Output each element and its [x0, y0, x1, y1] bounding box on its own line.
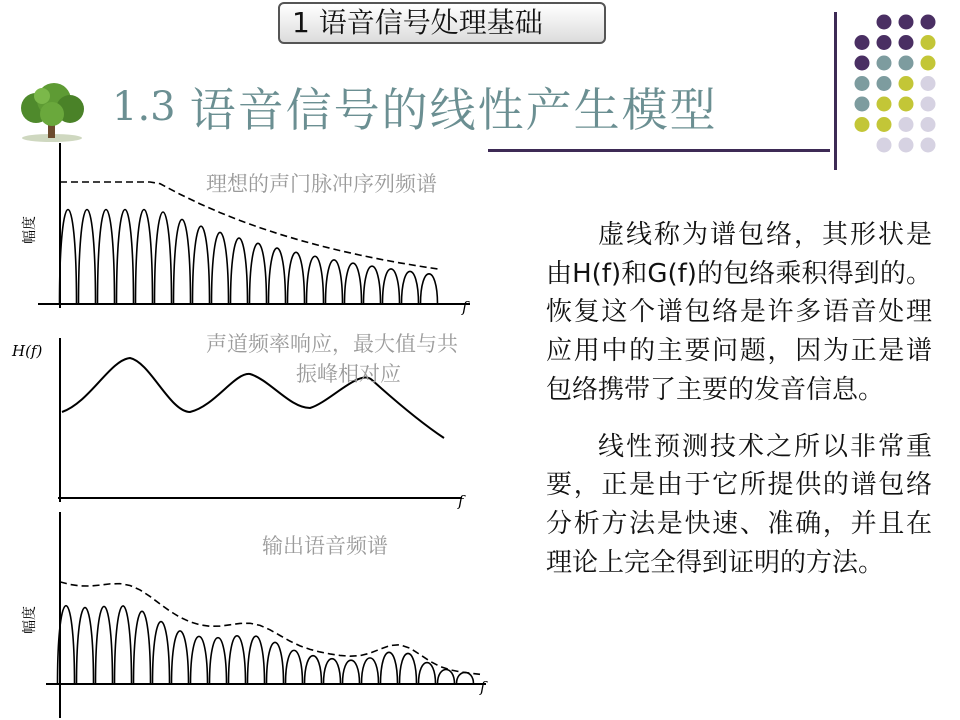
- slide-title: [112, 74, 718, 138]
- decor-dot: [855, 56, 870, 71]
- axes: [38, 143, 486, 718]
- decor-dot: [877, 35, 892, 50]
- decor-dot: [899, 117, 914, 132]
- harmonics-bottom: [58, 606, 474, 684]
- section-header: [278, 2, 606, 44]
- decor-dot: [899, 15, 914, 30]
- decor-dot: [855, 76, 870, 91]
- amplitude-label-top: 幅度: [22, 216, 38, 244]
- f-label-top: f: [462, 298, 468, 316]
- paragraph-lpc: 线性预测技术之所以非常重要，正是由于它所提供的谱包络分析方法是快速、准确，并且在理论上完全得到证明的方法。: [546, 431, 932, 578]
- decor-dot: [921, 56, 936, 71]
- paragraph-envelope: 虚线称为谱包络，其形状是由H(f)和G(f)的包络乘积得到的。恢复这个谱包络是许多语音处理应用中的主要问题，因为正是谱包络携带了主要的发音信息。: [546, 220, 932, 405]
- caption-output-spectrum: 输出语音频谱: [262, 534, 388, 558]
- tree-icon: [14, 82, 90, 144]
- decor-dot: [855, 97, 870, 112]
- decor-dot: [877, 76, 892, 91]
- decor-dot: [899, 35, 914, 50]
- decor-dot: [921, 35, 936, 50]
- decor-dot: [877, 138, 892, 153]
- decor-dot: [899, 97, 914, 112]
- slide-title-text: 语音信号的线性产生模型: [189, 83, 718, 137]
- decor-dot: [921, 138, 936, 153]
- body-text: [546, 216, 932, 600]
- decor-dot: [855, 117, 870, 132]
- decor-dot: [877, 56, 892, 71]
- decor-dot: [921, 15, 936, 30]
- harmonic-arches: [58, 606, 474, 684]
- decor-dot: [921, 97, 936, 112]
- caption-vocal-tract-line1: 声道频率响应，最大值与共: [206, 332, 458, 356]
- f-label-bottom: f: [480, 678, 486, 696]
- slide-number: 1.3: [112, 84, 176, 130]
- decor-dot: [899, 76, 914, 91]
- caption-vocal-tract-line2: 振峰相对应: [296, 362, 401, 386]
- section-label: 1 语音信号处理基础: [292, 6, 543, 39]
- decor-dot: [921, 117, 936, 132]
- decor-dot: [899, 138, 914, 153]
- amplitude-label-bottom: 幅度: [22, 606, 38, 634]
- h-of-f-label: H(f): [12, 342, 43, 360]
- spectrum-figure: [0, 140, 540, 720]
- decor-dot: [855, 35, 870, 50]
- decor-dot: [877, 15, 892, 30]
- caption-ideal-pulse: 理想的声门脉冲序列频谱: [206, 172, 437, 196]
- harmonics-top: [60, 210, 438, 305]
- decor-dot: [921, 76, 936, 91]
- dot-grid-icon: [846, 10, 954, 160]
- spectrum-figure-svg: [0, 140, 540, 720]
- decor-dot: [899, 56, 914, 71]
- f-label-middle: f: [458, 492, 464, 510]
- decor-dot: [877, 117, 892, 132]
- harmonic-arches: [60, 210, 438, 305]
- vertical-divider: [834, 12, 837, 170]
- envelope-bottom: [60, 582, 480, 674]
- decor-dot: [877, 97, 892, 112]
